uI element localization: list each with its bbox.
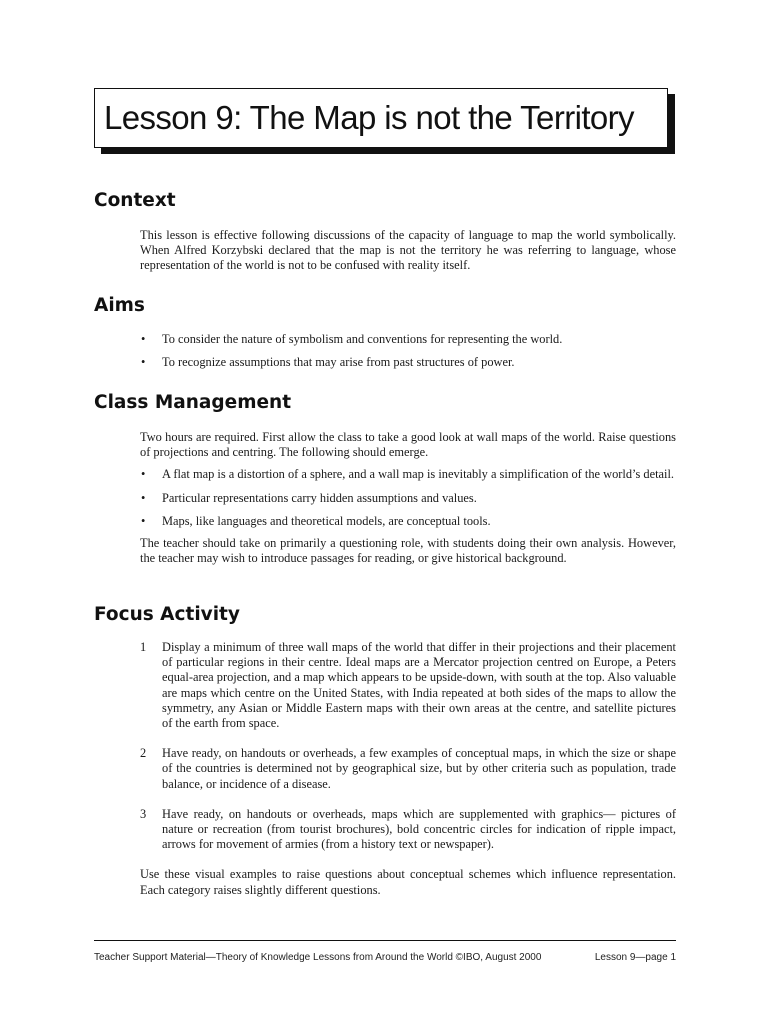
title-box xyxy=(94,88,668,148)
class-management-section xyxy=(140,430,676,566)
item-text: Display a minimum of three wall maps of the world that differ in their projections and their placement of particular regions in their centre. Ideal maps are a Mercator projection centred on Europe, a Peters equal-area projection, and a map which appears to be upside-down, with south at the top. Also valuable are maps which centre on the United States, with India repeated at both sides of the maps to allow the symmetry, any Asian or Middle Eastern maps with their own areas at the centre, and satellite pictures of the earth from space. xyxy=(162,640,676,731)
class-management-intro: Two hours are required. First allow the class to take a good look at wall maps of the world. Raise questions of projections and centring. The following should emerge. xyxy=(140,430,676,460)
list-item xyxy=(140,514,676,529)
list-item xyxy=(140,746,676,792)
footer-left-text: Teacher Support Material—Theory of Knowledge Lessons from Around the World ©IBO, August 2000 xyxy=(94,952,542,963)
bullet-icon: • xyxy=(141,513,146,528)
context-section xyxy=(140,228,676,274)
bullet-icon: • xyxy=(141,332,146,346)
item-number: 2 xyxy=(140,746,147,761)
item-number: 3 xyxy=(140,806,147,821)
aim-text: To consider the nature of symbolism and conventions for representing the world. xyxy=(162,332,563,346)
list-item xyxy=(140,467,676,482)
focus-activity-closing: Use these visual examples to raise questions about conceptual schemes which influence representation. Each category raises slightly different questions. xyxy=(140,867,676,897)
context-heading: Context xyxy=(94,190,176,211)
list-item xyxy=(140,491,676,506)
point-text: Maps, like languages and theoretical models, are conceptual tools. xyxy=(162,513,491,528)
list-item xyxy=(140,640,676,731)
list-item xyxy=(140,332,676,347)
class-management-list xyxy=(140,467,676,529)
footer-divider xyxy=(94,940,676,941)
aim-text: To recognize assumptions that may arise from past structures of power. xyxy=(162,355,515,370)
aims-section xyxy=(140,332,676,370)
focus-activity-heading: Focus Activity xyxy=(94,604,240,625)
class-management-heading: Class Management xyxy=(94,392,292,413)
list-item xyxy=(140,807,676,853)
bullet-icon: • xyxy=(141,490,146,505)
bullet-icon: • xyxy=(141,355,146,370)
item-number: 1 xyxy=(140,640,147,654)
context-paragraph: This lesson is effective following discussions of the capacity of language to map the world symbolically. When Alfred Korzybski declared that the map is not the territory he was referring to language, whose representation of the world is not to be confused with reality itself. xyxy=(140,228,676,273)
item-text: Have ready, on handouts or overheads, maps which are supplemented with graphics— pictures of nature or recreation (from tourist brochures), bold concentric circles for indication of ripple impact, arrows for movement of armies (from a history text or newspaper). xyxy=(162,806,676,852)
focus-activity-section xyxy=(140,640,676,898)
aims-heading: Aims xyxy=(94,295,145,316)
bullet-icon: • xyxy=(141,467,146,482)
point-text: A flat map is a distortion of a sphere, and a wall map is inevitably a simplification of the world’s detail. xyxy=(162,467,675,482)
aims-list xyxy=(140,332,676,370)
point-text: Particular representations carry hidden assumptions and values. xyxy=(162,490,477,505)
footer-page-number: Lesson 9—page 1 xyxy=(594,952,676,963)
page-title: Lesson 9: The Map is not the Territory xyxy=(104,99,634,136)
item-text: Have ready, on handouts or overheads, a few examples of conceptual maps, in which the size or shape of the countries is determined not by geographical size, but by other criteria such as population, trade balance, or incidence of a disease. xyxy=(162,746,676,791)
list-item xyxy=(140,355,676,370)
focus-activity-list xyxy=(140,640,676,852)
class-management-closing: The teacher should take on primarily a questioning role, with students doing their own analysis. However, the teacher may wish to introduce passages for reading, or give historical background. xyxy=(140,536,676,566)
